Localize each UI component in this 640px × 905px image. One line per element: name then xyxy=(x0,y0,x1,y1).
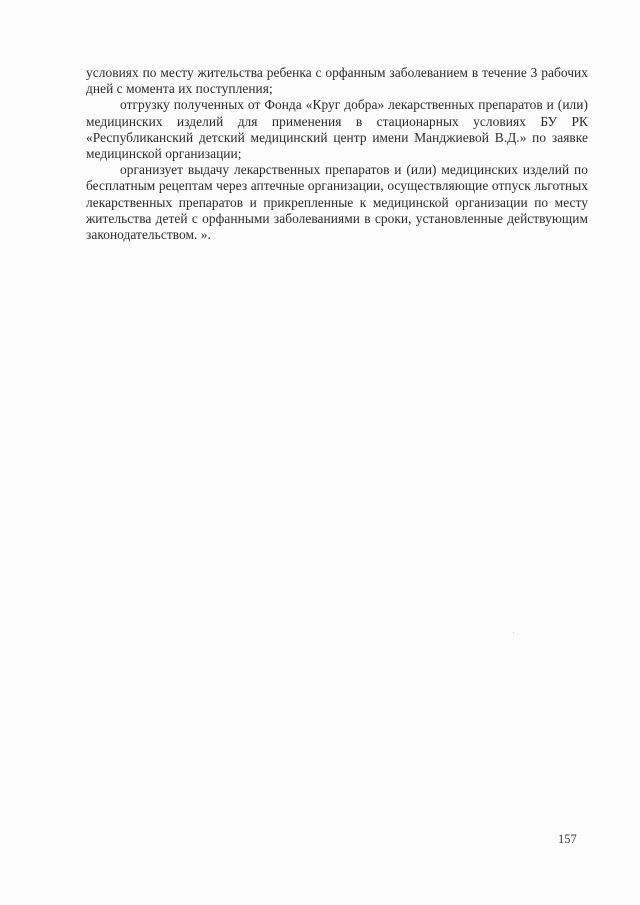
body-text xyxy=(86,65,588,243)
paragraph-continuation: условиях по месту жительства ребенка с орфанным заболеванием в течение 3 рабочих дней с момента их поступления; xyxy=(86,65,588,97)
scan-speck xyxy=(513,632,514,633)
page-number: 157 xyxy=(558,832,577,846)
paragraph-shipment: отгрузку полученных от Фонда «Круг добра» лекарственных препаратов и (или) медицинских изделий для применения в стационарных условиях БУ РК «Республиканский детский медицинский центр имени Манджиевой В.Д.» по заявке медицинской организации; xyxy=(86,97,588,162)
paragraph-dispensing: организует выдачу лекарственных препаратов и (или) медицинских изделий по бесплатным рецептам через аптечные организации, осуществляющие отпуск льготных лекарственных препаратов и прикрепленные к медицинской организации по месту жительства детей с орфанными заболеваниями в сроки, установленные действующим законодательством. ». xyxy=(86,162,588,243)
